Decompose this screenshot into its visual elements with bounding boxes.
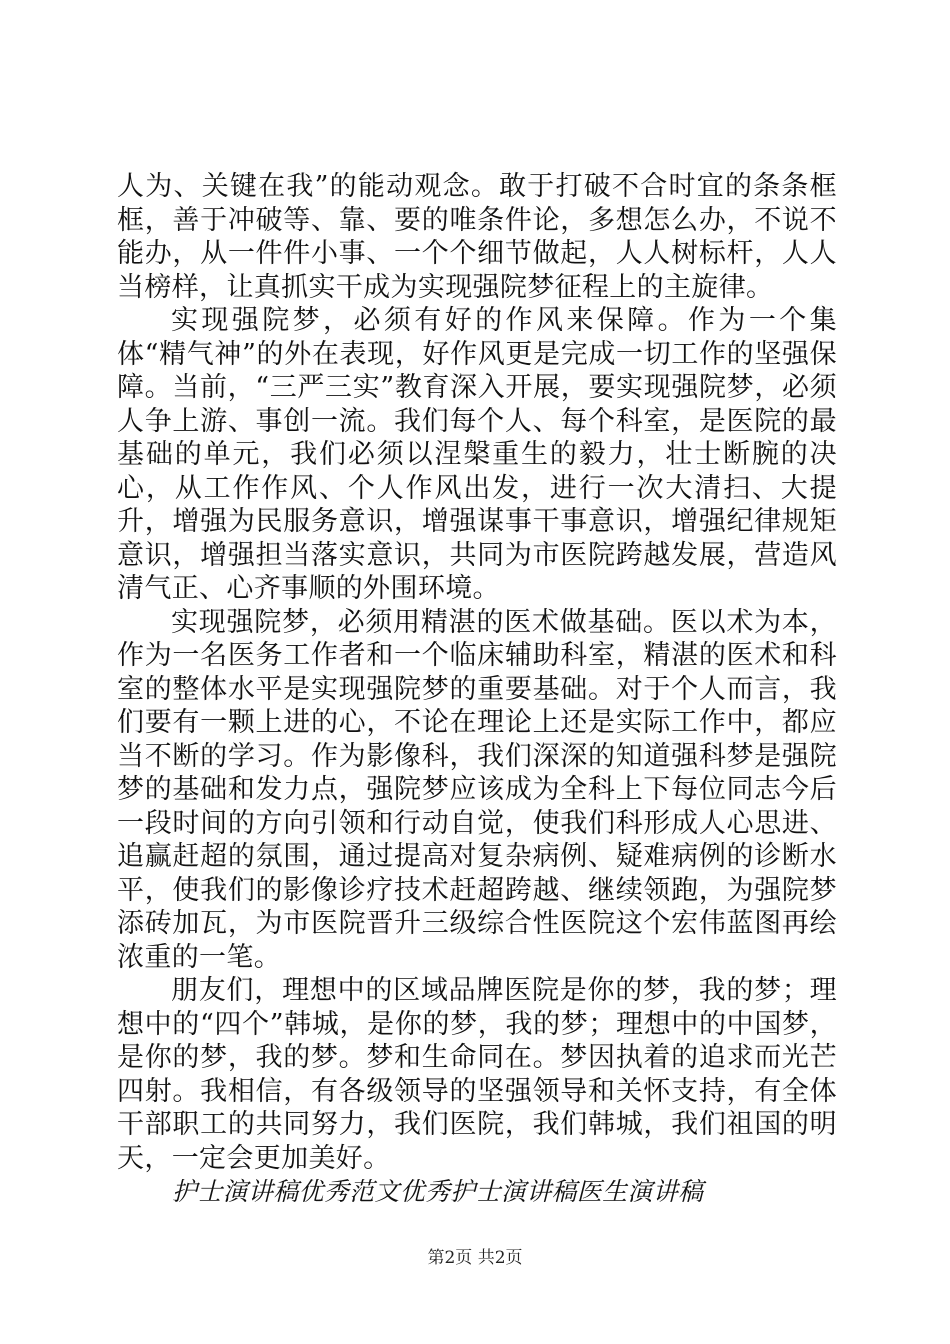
related-links: 护士演讲稿优秀范文优秀护士演讲稿医生演讲稿 [172, 1177, 704, 1206]
document-body [117, 170, 837, 1209]
page-number: 第2页 共2页 [427, 1248, 523, 1268]
paragraph-work-style: 实现强院梦，必须有好的作风来保障。作为一个集体“精气神”的外在表现，好作风更是完成一切工作的坚强保障。当前，“三严三实”教育深入开展，要实现强院梦，必须人争上游、事创一流。我们每个人、每个科室，是医院的最基础的单元，我们必须以涅槃重生的毅力，壮士断腕的决心，从工作作风、个人作风出发，进行一次大清扫、大提升，增强为民服务意识，增强谋事干事意识，增强纪律规矩意识，增强担当落实意识，共同为市医院跨越发展，营造风清气正、心齐事顺的外围环境。 [117, 305, 837, 604]
paragraph-medical-skill: 实现强院梦，必须用精湛的医术做基础。医以术为本，作为一名医务工作者和一个临床辅助科室，精湛的医术和科室的整体水平是实现强院梦的重要基础。对于个人而言，我们要有一颗上进的心，不论在理论上还是实际工作中，都应当不断的学习。作为影像科，我们深深的知道强科梦是强院梦的基础和发力点，强院梦应该成为全科上下每位同志今后一段时间的方向引领和行动自觉，使我们科形成人心思进、追赢赶超的氛围，通过提高对复杂病例、疑难病例的诊断水平，使我们的影像诊疗技术赶超跨越、继续领跑，为强院梦添砖加瓦，为市医院晋升三级综合性医院这个宏伟蓝图再绘浓重的一笔。 [117, 606, 837, 973]
paragraph-continuation: 人为、关键在我”的能动观念。敢于打破不合时宜的条条框框，善于冲破等、靠、要的唯条件论，多想怎么办，不说不能办，从一件件小事、一个个细节做起，人人树标杆，人人当榜样，让真抓实干成为实现强院梦征程上的主旋律。 [117, 171, 837, 303]
paragraph-conclusion: 朋友们，理想中的区域品牌医院是你的梦，我的梦；理想中的“四个”韩城，是你的梦，我的梦；理想中的中国梦，是你的梦，我的梦。梦和生命同在。梦因执着的追求而光芒四射。我相信，有各级领导的坚强领导和关怀支持，有全体干部职工的共同努力，我们医院，我们韩城，我们祖国的明天，一定会更加美好。 [117, 975, 837, 1174]
